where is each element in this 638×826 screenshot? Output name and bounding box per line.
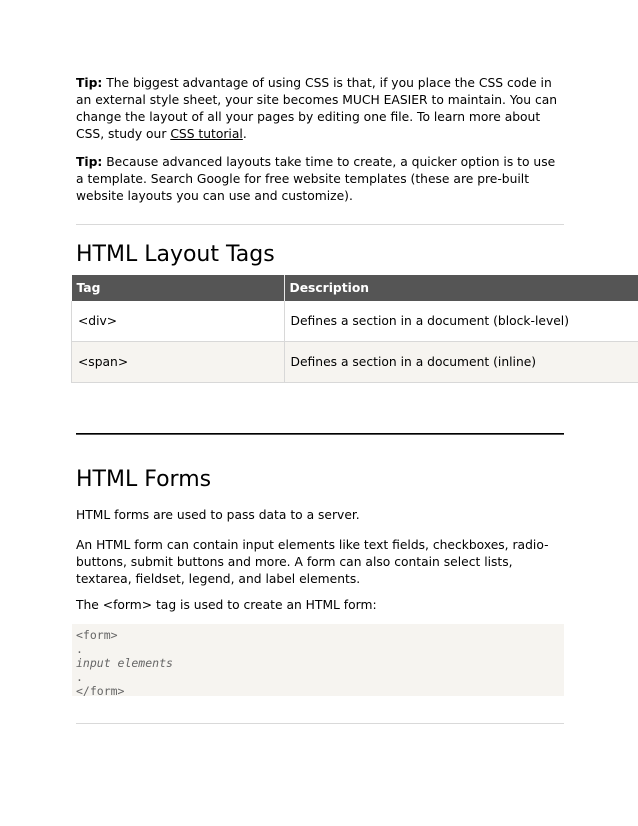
table-row (72, 301, 638, 342)
forms-heading: HTML Forms (76, 467, 212, 492)
column-header-description: Description (284, 275, 638, 301)
description-cell: Defines a section in a document (block-level) (284, 301, 638, 342)
code-line: . (76, 670, 83, 684)
code-line: input elements (76, 656, 173, 670)
layout-tags-table (71, 275, 638, 383)
css-tutorial-link[interactable]: CSS tutorial (170, 127, 243, 141)
table-header-row (72, 275, 638, 301)
form-code-example (72, 624, 564, 696)
table-row (72, 342, 638, 383)
tip-label: Tip: (76, 155, 103, 169)
section-divider-thick (76, 433, 564, 435)
tip-label: Tip: (76, 76, 103, 90)
tip-text: The biggest advantage of using CSS is that, if you place the CSS code in an external style sheet, your site becomes MUCH EASIER to maintain. You can change the layout of all your pages by editing one file. To learn more about CSS, study our (76, 76, 558, 141)
layout-tags-heading: HTML Layout Tags (76, 242, 275, 267)
tip-text: Because advanced layouts take time to create, a quicker option is to use a template. Search Google for free website templates (these are pre-built website layouts you can use and customize). (76, 155, 556, 203)
code-line: . (76, 642, 83, 656)
forms-intro-paragraph: HTML forms are used to pass data to a server. (76, 508, 360, 522)
description-cell: Defines a section in a document (inline) (284, 342, 638, 383)
tip-text-end: . (242, 127, 247, 141)
forms-elements-paragraph: An HTML form can contain input elements like text fields, checkboxes, radio-buttons, submit buttons and more. A form can also contain select lists, textarea, fieldset, legend, and label elements. (76, 538, 549, 586)
section-divider (76, 224, 564, 225)
tip-css-paragraph (76, 75, 566, 143)
form-tag-paragraph: The <form> tag is used to create an HTML form: (76, 598, 377, 612)
column-header-tag: Tag (72, 275, 285, 301)
tag-cell: <div> (72, 301, 285, 342)
section-divider (76, 723, 564, 724)
code-line: <form> (76, 628, 118, 642)
tip-template-paragraph (76, 154, 566, 205)
tag-cell: <span> (72, 342, 285, 383)
code-line: </form> (76, 684, 125, 698)
